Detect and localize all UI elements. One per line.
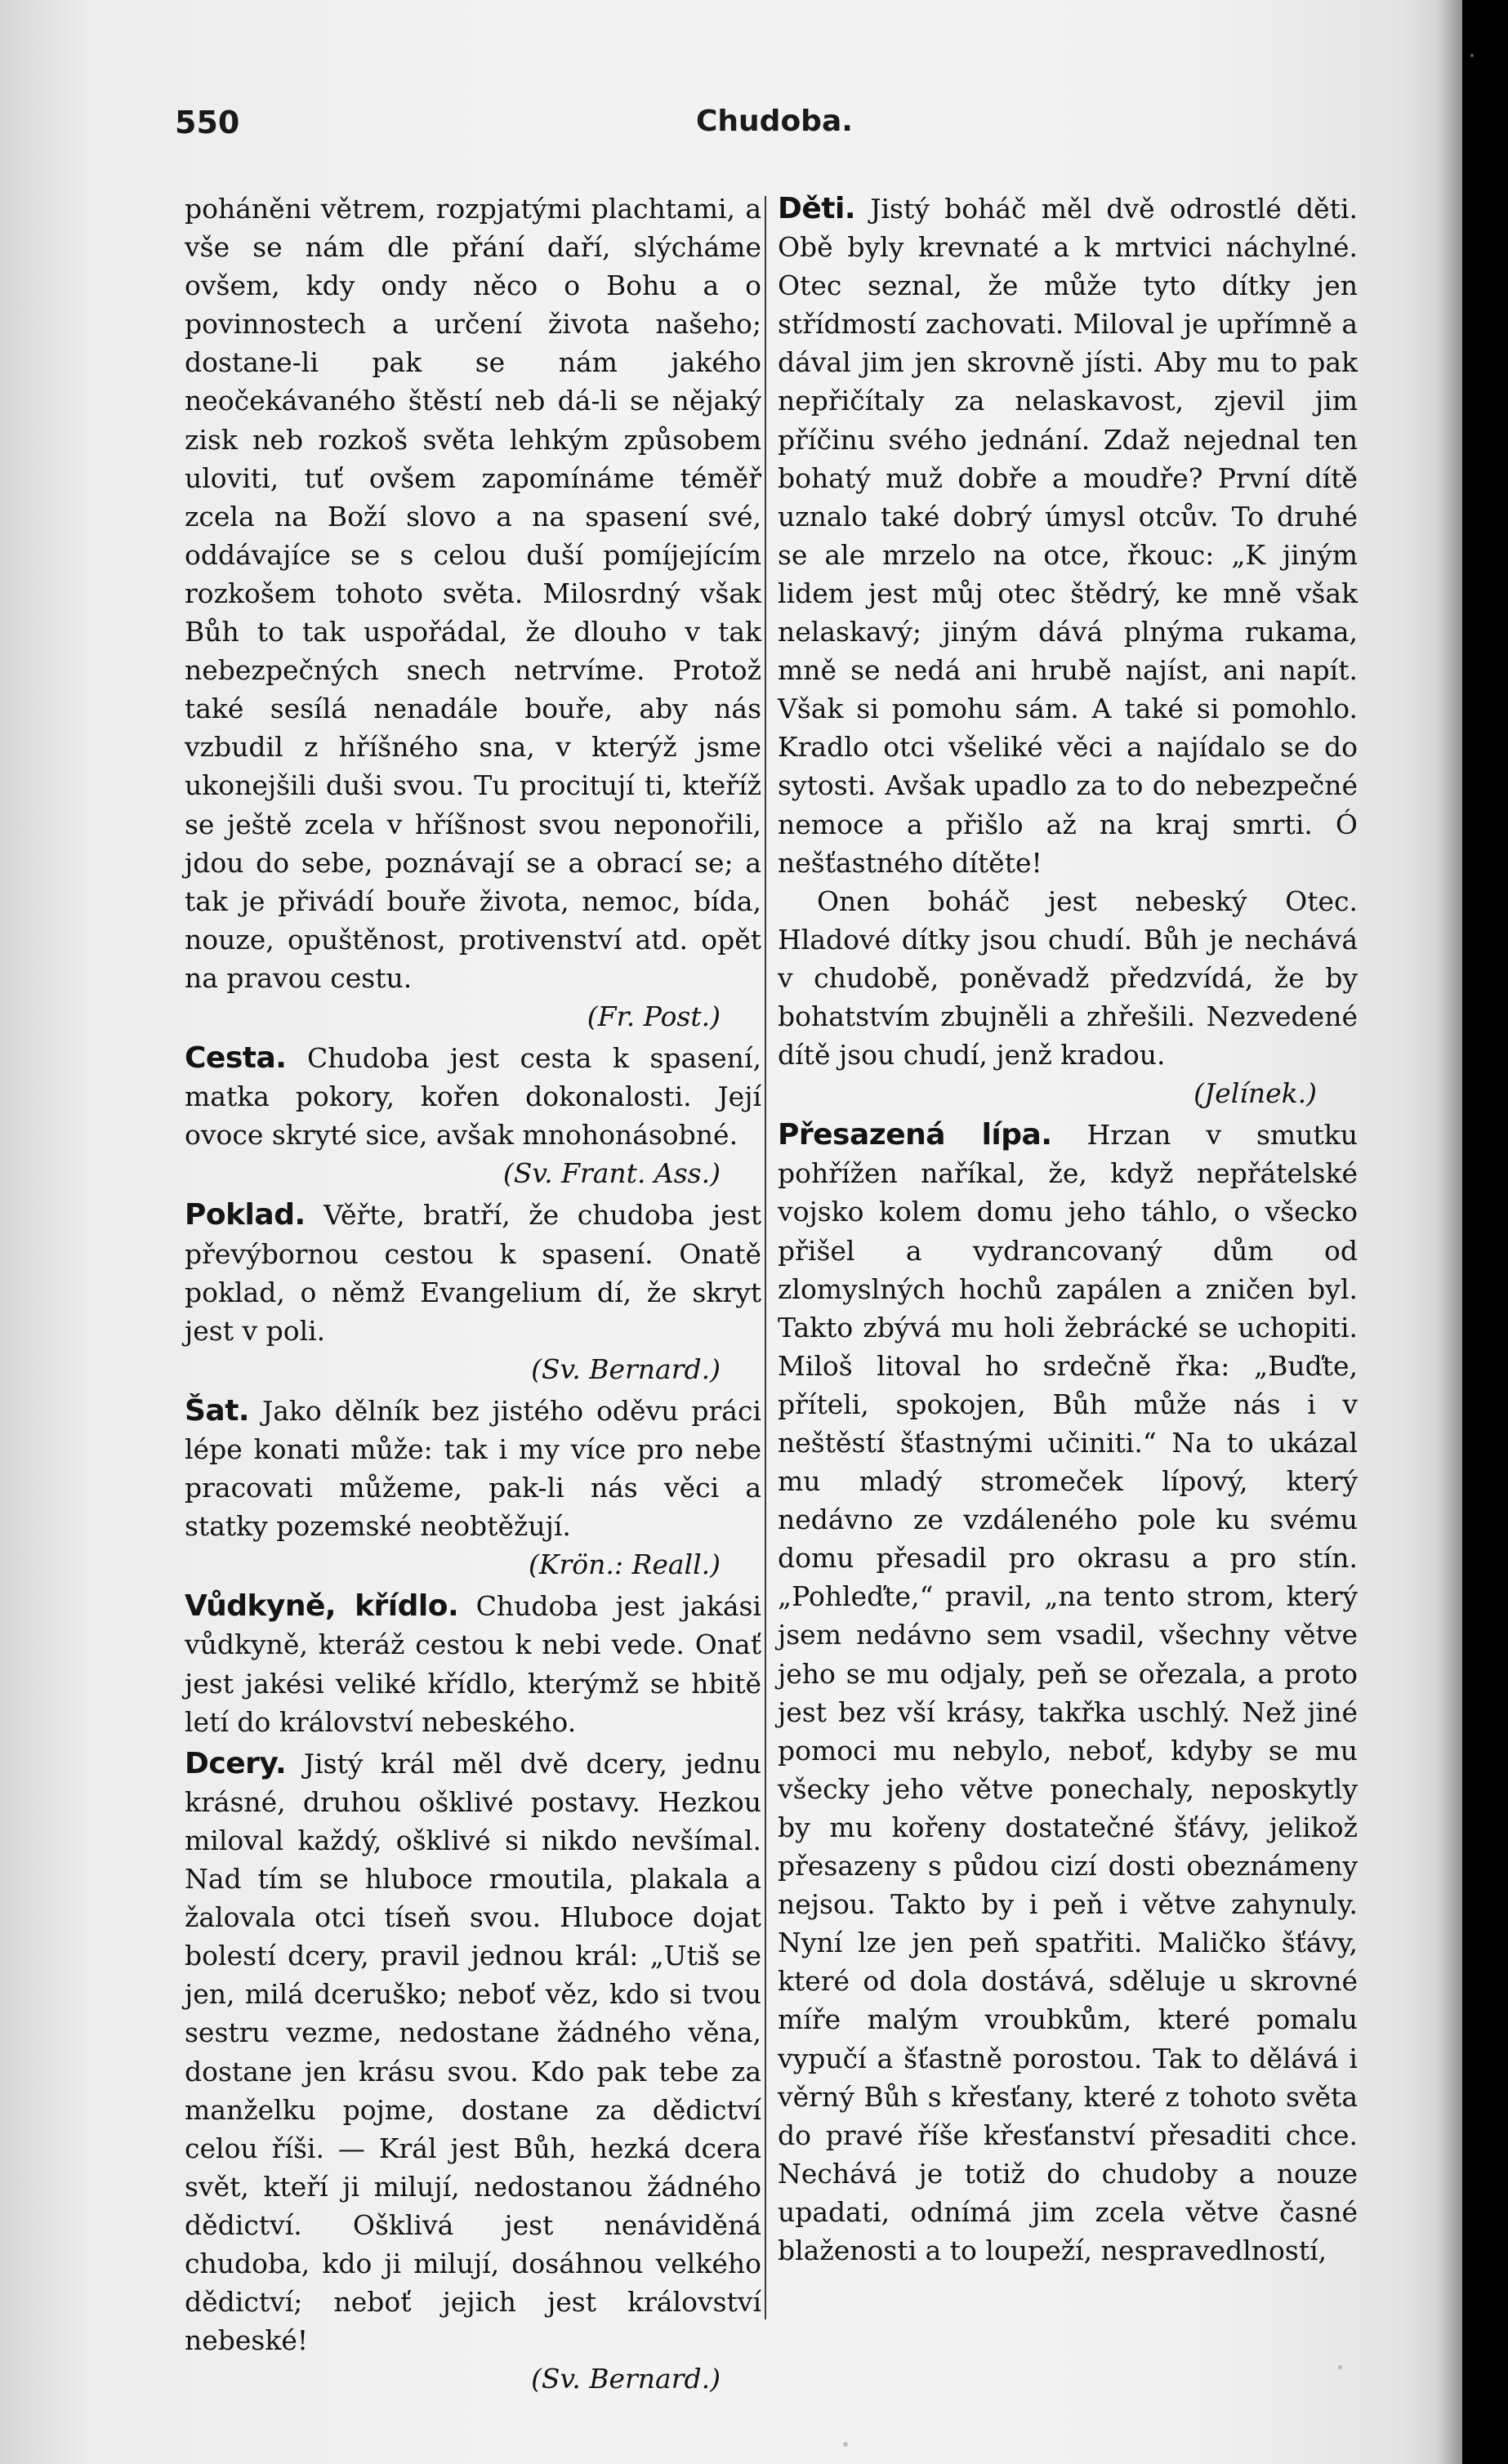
entry-source: (Sv. Bernard.) xyxy=(531,1352,721,1385)
entry-heading: Přesazená lípa. xyxy=(778,1118,1052,1152)
entry-presazena-lipa xyxy=(778,1116,1358,2270)
intro-text: poháněni větrem, rozpjatými plachtami, a vše se nám dle přání daří, slýcháme ovšem, kdy ondy něco o Bohu a o povinnostech a určení života našeho; dostane-li pak se nám jakého neočekávaného štěstí neb dá-li se nějaký zisk neb rozkoš světa lehkým způsobem uloviti, tuť ovšem zapomínáme téměř zcela na Boží slovo a na spasení své, oddávajíce se s celou duší pomíjejícím rozkošem tohoto světa. Milosrdný však Bůh to tak uspořádal, že dlouho v tak nebezpečných snech netrvíme. Protož také sesílá nenadále bouře, aby nás vzbudil z hříšného sna, v kterýž jsme ukonejšili duši svou. Tu procitují ti, kteříž se ještě zcela v hříšnost svou neponořili, jdou do sebe, poznávají se a obrací se; a tak je přivádí bouře života, nemoc, bída, nouze, opuštěnost, protivenství atd. opět na pravou cestu. xyxy=(185,193,761,994)
entry-heading: Poklad. xyxy=(185,1198,306,1232)
entry-heading: Dcery. xyxy=(185,1746,287,1780)
entry-cesta xyxy=(185,1039,761,1192)
intro-source: (Fr. Post.) xyxy=(587,1000,721,1032)
running-title: Chudoba. xyxy=(696,105,853,138)
entry-text: Jako dělník bez jistého oděvu práci lépe konati může: tak i my více pro nebe pracovati můžeme, pak-li nás věci a statky pozemské neobtěžují. xyxy=(185,1394,761,1543)
entry-vudkyne xyxy=(185,1587,761,1740)
entry-source: (Jelínek.) xyxy=(1193,1077,1317,1110)
entry-sat xyxy=(185,1392,761,1584)
entry-text: Jistý král měl dvě dcery, jednu krásné, druhou ošklivé postavy. Hezkou miloval každý, ošklivé si nikdo nevšímal. Nad tím se hluboce rmoutila, plakala a žalovala otci tíseň svou. Hluboce dojat bolestí dcery, pravil jednou král: „Utiš se jen, milá dceruško; neboť věz, kdo si tvou sestru vezme, nedostane žádného věna, dostane jen krásu svou. Kdo pak tebe za manželku pojme, dostane za dědictví celou říši. — Král jest Bůh, hezká dcera svět, kteří ji milují, nedostanou žádného dědictví. Ošklivá jest nenáviděná chudoba, kdo ji milují, dosáhnou velkého dědictví; neboť jejich jest království nebeské! xyxy=(185,1747,761,2357)
entry-heading: Cesta. xyxy=(185,1041,287,1076)
scan-speck xyxy=(843,2442,848,2447)
entry-heading: Děti. xyxy=(778,192,856,225)
page-number: 550 xyxy=(175,105,240,140)
entry-poklad xyxy=(185,1196,761,1388)
entry-text: Hrzan v smutku pohřížen naříkal, že, když nepřátelské vojsko kolem domu jeho táhlo, o všecko přišel a vydrancovaný dům od zlomyslných hochů zapálen a zničen byl. Takto zbývá mu holi žebrácké se uchopiti. Miloš litoval ho srdečně řka: „Buďte, příteli, spokojen, Bůh může nás i v neštěstí šťastnými učiniti.“ Na to ukázal mu mladý stromeček lípový, který nedávno ze vzdáleného pole ku svému domu přesadil pro okrasu a pro stín. „Pohleďte,“ pravil, „na tento strom, který jsem nedávno sem vsadil, všechny větve jeho se mu odjaly, peň se ořezala, a proto jest bez vší krásy, takřka uschlý. Než jiné pomoci mu nebylo, neboť, kdyby se mu všecky jeho větve ponechaly, neposkytly by mu kořeny dostatečné šťávy, jelikož přesazeny s půdou cizí dosti obeznámeny nejsou. Takto by i peň i větve zahynuly. Nyní lze jen peň spatřiti. Maličko šťávy, které od dola dostává, sděluje u skrovné míře malým vroubkům, které pomalu vypučí a šťastně porostou. Tak to dělává i věrný Bůh s křesťany, které z tohoto světa do pravé říše křesťanství přesaditi chce. Nechává je totiž do chudoby a nouze upadati, odnímá jim zcela větve časné blaženosti a to loupeží, nespravedlností, xyxy=(778,1119,1358,2266)
right-column xyxy=(778,189,1358,2273)
intro-paragraph xyxy=(185,189,761,1036)
scan-speck xyxy=(1338,2365,1342,2369)
entry-deti xyxy=(778,189,1358,1112)
entry-text: Jistý boháč měl dvě odrostlé děti. Obě byly krevnaté a k mrtvici náchylné. Otec seznal, že může tyto dítky jen střídmostí zachovati. Miloval je upřímně a dával jim jen skrovně jísti. Aby mu to pak nepřičítaly za nelaskavost, zjevil jim příčinu svého jednání. Zdaž nejednal ten bohatý muž dobře a moudře? První dítě uznalo také dobrý úmysl otcův. To druhé se ale mrzelo na otce, řkouc: „K jiným lidem jest můj otec štědrý, ke mně však nelaskavý; jiným dává plnýma rukama, mně se nedá ani hrubě najíst, ani napít. Však si pomohu sám. A také si pomohlo. Kradlo otci všeliké věci a najídalo se do sytosti. Avšak upadlo za to do nebezpečné nemoce a přišlo až na kraj smrti. Ó nešťastného dítěte! xyxy=(778,193,1358,879)
column-divider xyxy=(765,196,766,2319)
page-edge-shadow xyxy=(1438,0,1470,2464)
entry-text: Věřte, bratří, že chudoba jest převýbornou cestou k spasení. Onatě poklad, o němž Evangelium dí, že skryt jest v poli. xyxy=(185,1199,761,1347)
left-column xyxy=(185,189,761,2401)
entry-source: (Sv. Bernard.) xyxy=(531,2363,721,2395)
scan-speck xyxy=(1470,54,1474,57)
entry-text: Chudoba jest jakási vůdkyně, kteráž cestou k nebi vede. Onať jest jakési veliké křídlo, kterýmž se hbitě letí do království nebeského. xyxy=(185,1590,761,1738)
entry-source: (Sv. Frant. Ass.) xyxy=(502,1157,721,1190)
entry-heading: Šat. xyxy=(185,1393,250,1428)
entry-text: Chudoba jest cesta k spasení, matka pokory, kořen dokonalosti. Její ovoce skryté sice, avšak mnohonásobné. xyxy=(185,1042,761,1152)
entry-heading: Vůdkyně, křídlo. xyxy=(185,1589,459,1624)
entry-source: (Krön.: Reall.) xyxy=(528,1548,721,1581)
entry-continuation: Onen boháč jest nebeský Otec. Hladové dítky jsou chudí. Bůh je nechává v chudobě, poněvadž předzvídá, že by bohatstvím zbujněli a zhřešili. Nezvedené dítě jsou chudí, jenž kradou. xyxy=(778,884,1358,1072)
entry-dcery xyxy=(185,1744,761,2399)
